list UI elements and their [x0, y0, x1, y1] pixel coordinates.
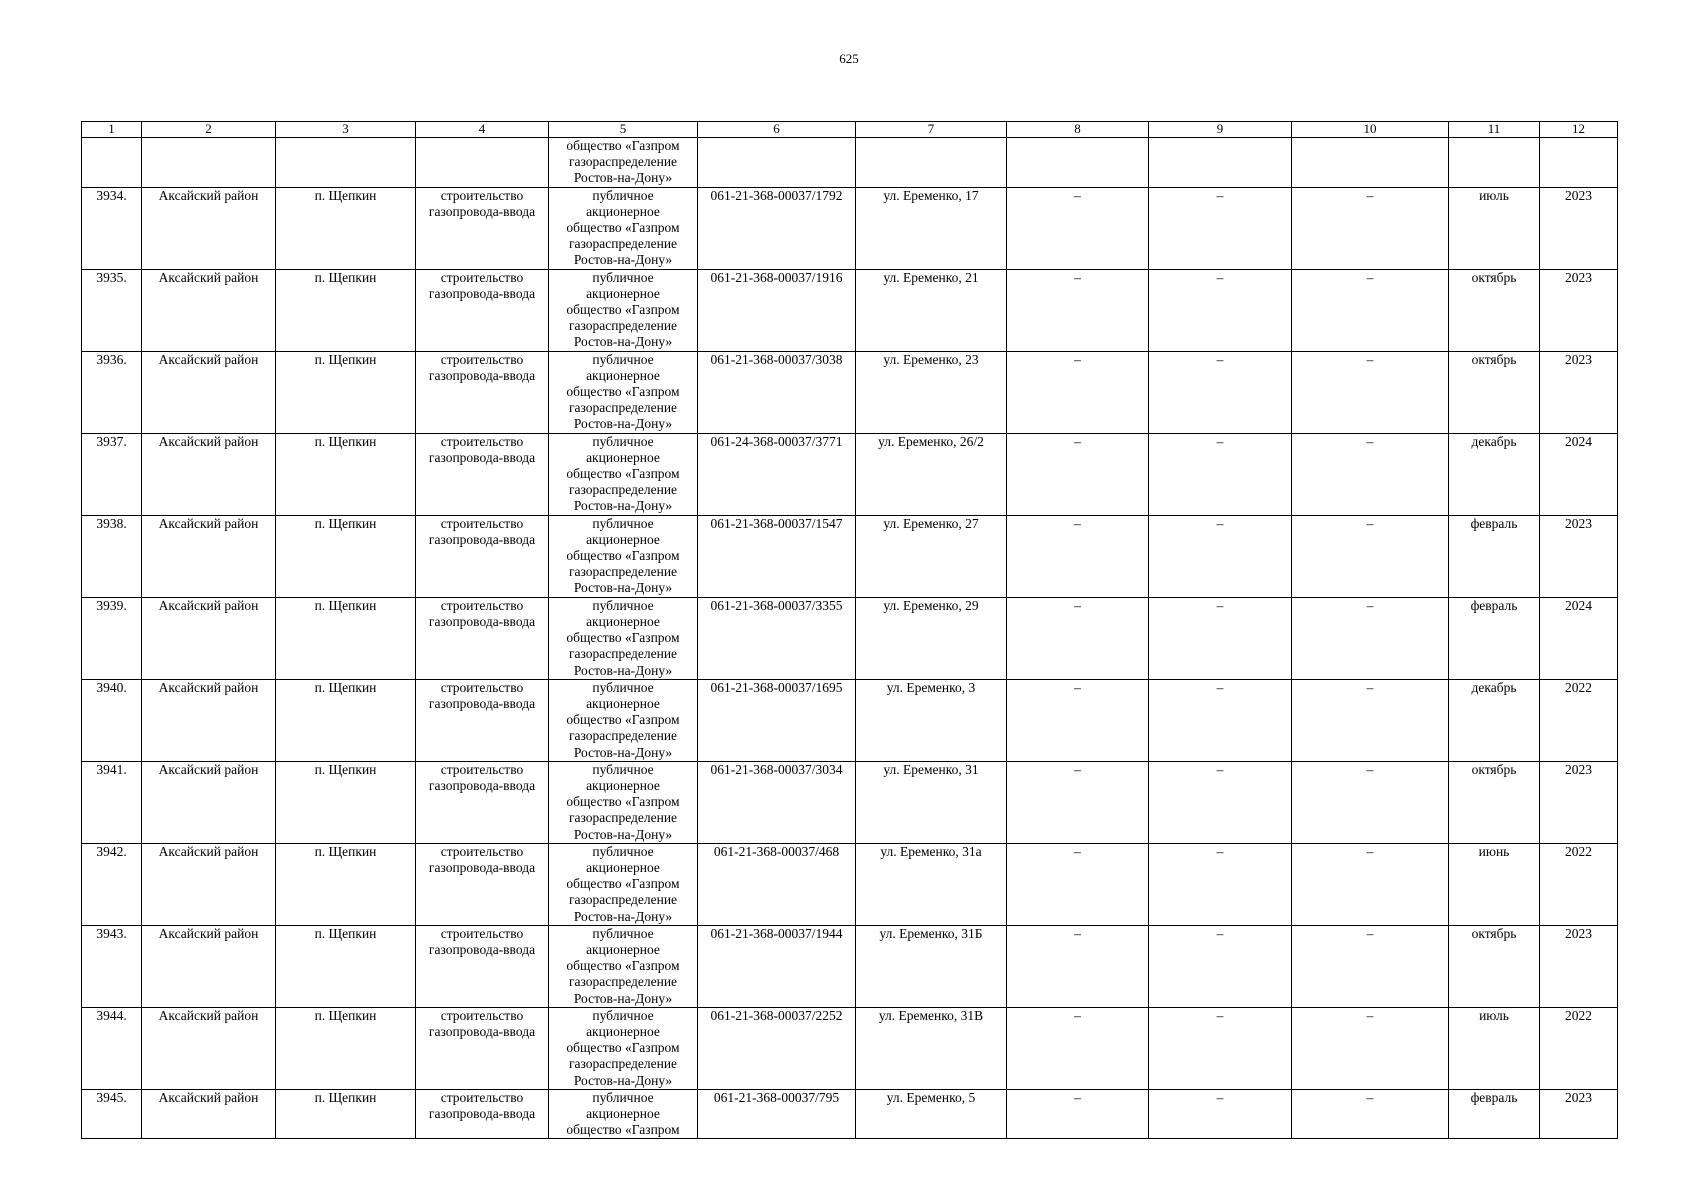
year-cell: 2023: [1540, 925, 1618, 1007]
locality-cell: п. Щепкин: [276, 515, 416, 597]
org-cell: публичное акционерное общество «Газпром газораспределение Ростов-на-Дону»: [549, 843, 698, 925]
month-cell: декабрь: [1449, 433, 1540, 515]
month-cell: декабрь: [1449, 679, 1540, 761]
col8-cell: –: [1007, 269, 1149, 351]
month-cell: июль: [1449, 1007, 1540, 1089]
col8-cell: –: [1007, 925, 1149, 1007]
row-number: 3934.: [82, 187, 142, 269]
address-cell: ул. Еременко, 5: [856, 1089, 1007, 1139]
table-row: [82, 351, 1618, 433]
district-cell: Аксайский район: [142, 843, 276, 925]
col9-cell: –: [1149, 351, 1292, 433]
district-cell: Аксайский район: [142, 269, 276, 351]
table-row: [82, 433, 1618, 515]
year-cell: 2022: [1540, 679, 1618, 761]
district-cell: Аксайский район: [142, 433, 276, 515]
col9-cell: –: [1149, 187, 1292, 269]
row-number: 3938.: [82, 515, 142, 597]
address-cell: ул. Еременко, 23: [856, 351, 1007, 433]
column-header: 11: [1449, 122, 1540, 138]
col8-cell: –: [1007, 187, 1149, 269]
column-header: 10: [1292, 122, 1449, 138]
district-cell: Аксайский район: [142, 351, 276, 433]
org-cell: публичное акционерное общество «Газпром газораспределение Ростов-на-Дону»: [549, 187, 698, 269]
table-row: [82, 187, 1618, 269]
address-cell: ул. Еременко, 31: [856, 761, 1007, 843]
row-number: 3940.: [82, 679, 142, 761]
table-row: [82, 515, 1618, 597]
col10-cell: –: [1292, 187, 1449, 269]
column-header: 4: [416, 122, 549, 138]
col9-cell: –: [1149, 433, 1292, 515]
row-number: 3941.: [82, 761, 142, 843]
year-cell: 2024: [1540, 433, 1618, 515]
address-cell: ул. Еременко, 21: [856, 269, 1007, 351]
col8-cell: –: [1007, 1007, 1149, 1089]
table-row: [82, 925, 1618, 1007]
code-cell: 061-21-368-00037/1944: [698, 925, 856, 1007]
locality-cell: п. Щепкин: [276, 351, 416, 433]
work-type-cell: строительство газопровода-ввода: [416, 515, 549, 597]
col9-cell: –: [1149, 761, 1292, 843]
col10-cell: –: [1292, 1007, 1449, 1089]
locality-cell: п. Щепкин: [276, 1089, 416, 1139]
column-header: 9: [1149, 122, 1292, 138]
org-cell: публичное акционерное общество «Газпром газораспределение Ростов-на-Дону»: [549, 679, 698, 761]
address-cell: ул. Еременко, 29: [856, 597, 1007, 679]
org-cell: публичное акционерное общество «Газпром газораспределение Ростов-на-Дону»: [549, 761, 698, 843]
month-cell: февраль: [1449, 515, 1540, 597]
year-cell: 2023: [1540, 187, 1618, 269]
org-cell: публичное акционерное общество «Газпром газораспределение Ростов-на-Дону»: [549, 515, 698, 597]
org-cell: публичное акционерное общество «Газпром газораспределение Ростов-на-Дону»: [549, 351, 698, 433]
locality-cell: п. Щепкин: [276, 597, 416, 679]
year-cell: 2022: [1540, 1007, 1618, 1089]
work-type-cell: строительство газопровода-ввода: [416, 269, 549, 351]
locality-cell: п. Щепкин: [276, 843, 416, 925]
district-cell: Аксайский район: [142, 187, 276, 269]
org-cell: публичное акционерное общество «Газпром газораспределение Ростов-на-Дону»: [549, 433, 698, 515]
code-cell: 061-21-368-00037/1916: [698, 269, 856, 351]
col10-cell: –: [1292, 843, 1449, 925]
column-header: 1: [82, 122, 142, 138]
row-number: 3939.: [82, 597, 142, 679]
column-header: 3: [276, 122, 416, 138]
locality-cell: п. Щепкин: [276, 187, 416, 269]
registry-table: [81, 121, 1618, 1139]
table-row: [82, 269, 1618, 351]
org-cell: общество «Газпром газораспределение Ростов-на-Дону»: [549, 138, 698, 188]
year-cell: 2023: [1540, 1089, 1618, 1139]
locality-cell: п. Щепкин: [276, 679, 416, 761]
row-number: 3942.: [82, 843, 142, 925]
work-type-cell: строительство газопровода-ввода: [416, 1007, 549, 1089]
year-cell: 2023: [1540, 761, 1618, 843]
column-header: 8: [1007, 122, 1149, 138]
col10-cell: –: [1292, 925, 1449, 1007]
org-cell: публичное акционерное общество «Газпром газораспределение Ростов-на-Дону»: [549, 597, 698, 679]
code-cell: 061-21-368-00037/3355: [698, 597, 856, 679]
table-row: [82, 843, 1618, 925]
table-row: [82, 1007, 1618, 1089]
col9-cell: –: [1149, 843, 1292, 925]
district-cell: Аксайский район: [142, 1007, 276, 1089]
column-header: 5: [549, 122, 698, 138]
district-cell: Аксайский район: [142, 515, 276, 597]
work-type-cell: строительство газопровода-ввода: [416, 679, 549, 761]
address-cell: ул. Еременко, 3: [856, 679, 1007, 761]
address-cell: ул. Еременко, 31Б: [856, 925, 1007, 1007]
district-cell: Аксайский район: [142, 679, 276, 761]
col10-cell: –: [1292, 351, 1449, 433]
col8-cell: –: [1007, 843, 1149, 925]
row-number: 3936.: [82, 351, 142, 433]
locality-cell: п. Щепкин: [276, 269, 416, 351]
code-cell: 061-21-368-00037/3034: [698, 761, 856, 843]
row-number: 3944.: [82, 1007, 142, 1089]
col9-cell: –: [1149, 1089, 1292, 1139]
col10-cell: –: [1292, 597, 1449, 679]
col8-cell: –: [1007, 351, 1149, 433]
work-type-cell: строительство газопровода-ввода: [416, 843, 549, 925]
col10-cell: –: [1292, 269, 1449, 351]
address-cell: ул. Еременко, 27: [856, 515, 1007, 597]
col9-cell: –: [1149, 597, 1292, 679]
code-cell: 061-21-368-00037/1695: [698, 679, 856, 761]
org-cell: публичное акционерное общество «Газпром газораспределение Ростов-на-Дону»: [549, 269, 698, 351]
table-row: [82, 597, 1618, 679]
code-cell: 061-24-368-00037/3771: [698, 433, 856, 515]
col10-cell: –: [1292, 679, 1449, 761]
year-cell: 2023: [1540, 515, 1618, 597]
month-cell: февраль: [1449, 1089, 1540, 1139]
locality-cell: п. Щепкин: [276, 925, 416, 1007]
year-cell: 2024: [1540, 597, 1618, 679]
col8-cell: –: [1007, 679, 1149, 761]
code-cell: 061-21-368-00037/468: [698, 843, 856, 925]
district-cell: Аксайский район: [142, 597, 276, 679]
work-type-cell: строительство газопровода-ввода: [416, 1089, 549, 1139]
row-number: 3945.: [82, 1089, 142, 1139]
code-cell: 061-21-368-00037/1792: [698, 187, 856, 269]
year-cell: 2023: [1540, 351, 1618, 433]
page-number: 625: [839, 51, 859, 66]
table-row: [82, 1089, 1618, 1139]
month-cell: октябрь: [1449, 925, 1540, 1007]
column-header: 6: [698, 122, 856, 138]
month-cell: июль: [1449, 187, 1540, 269]
org-cell: публичное акционерное общество «Газпром: [549, 1089, 698, 1139]
table-row: [82, 761, 1618, 843]
col10-cell: –: [1292, 1089, 1449, 1139]
col8-cell: –: [1007, 433, 1149, 515]
org-cell: публичное акционерное общество «Газпром газораспределение Ростов-на-Дону»: [549, 925, 698, 1007]
code-cell: 061-21-368-00037/795: [698, 1089, 856, 1139]
address-cell: ул. Еременко, 31В: [856, 1007, 1007, 1089]
table-row-continuation: [82, 138, 1618, 188]
org-cell: публичное акционерное общество «Газпром газораспределение Ростов-на-Дону»: [549, 1007, 698, 1089]
col10-cell: –: [1292, 515, 1449, 597]
locality-cell: п. Щепкин: [276, 761, 416, 843]
year-cell: 2023: [1540, 269, 1618, 351]
code-cell: 061-21-368-00037/3038: [698, 351, 856, 433]
work-type-cell: строительство газопровода-ввода: [416, 761, 549, 843]
col8-cell: –: [1007, 515, 1149, 597]
col8-cell: –: [1007, 597, 1149, 679]
locality-cell: п. Щепкин: [276, 433, 416, 515]
column-header: 2: [142, 122, 276, 138]
col8-cell: –: [1007, 1089, 1149, 1139]
district-cell: Аксайский район: [142, 925, 276, 1007]
col8-cell: –: [1007, 761, 1149, 843]
month-cell: октябрь: [1449, 761, 1540, 843]
code-cell: 061-21-368-00037/1547: [698, 515, 856, 597]
col9-cell: –: [1149, 515, 1292, 597]
address-cell: ул. Еременко, 17: [856, 187, 1007, 269]
row-number: 3935.: [82, 269, 142, 351]
column-header: 12: [1540, 122, 1618, 138]
district-cell: Аксайский район: [142, 761, 276, 843]
month-cell: октябрь: [1449, 269, 1540, 351]
column-header: 7: [856, 122, 1007, 138]
district-cell: Аксайский район: [142, 1089, 276, 1139]
month-cell: июнь: [1449, 843, 1540, 925]
header-row: [82, 122, 1618, 138]
col9-cell: –: [1149, 269, 1292, 351]
code-cell: 061-21-368-00037/2252: [698, 1007, 856, 1089]
address-cell: ул. Еременко, 31а: [856, 843, 1007, 925]
col9-cell: –: [1149, 925, 1292, 1007]
year-cell: 2022: [1540, 843, 1618, 925]
work-type-cell: строительство газопровода-ввода: [416, 187, 549, 269]
row-number: 3943.: [82, 925, 142, 1007]
col10-cell: –: [1292, 761, 1449, 843]
locality-cell: п. Щепкин: [276, 1007, 416, 1089]
work-type-cell: строительство газопровода-ввода: [416, 597, 549, 679]
row-number: 3937.: [82, 433, 142, 515]
col9-cell: –: [1149, 679, 1292, 761]
month-cell: октябрь: [1449, 351, 1540, 433]
address-cell: ул. Еременко, 26/2: [856, 433, 1007, 515]
work-type-cell: строительство газопровода-ввода: [416, 433, 549, 515]
col9-cell: –: [1149, 1007, 1292, 1089]
month-cell: февраль: [1449, 597, 1540, 679]
work-type-cell: строительство газопровода-ввода: [416, 351, 549, 433]
work-type-cell: строительство газопровода-ввода: [416, 925, 549, 1007]
table-row: [82, 679, 1618, 761]
col10-cell: –: [1292, 433, 1449, 515]
